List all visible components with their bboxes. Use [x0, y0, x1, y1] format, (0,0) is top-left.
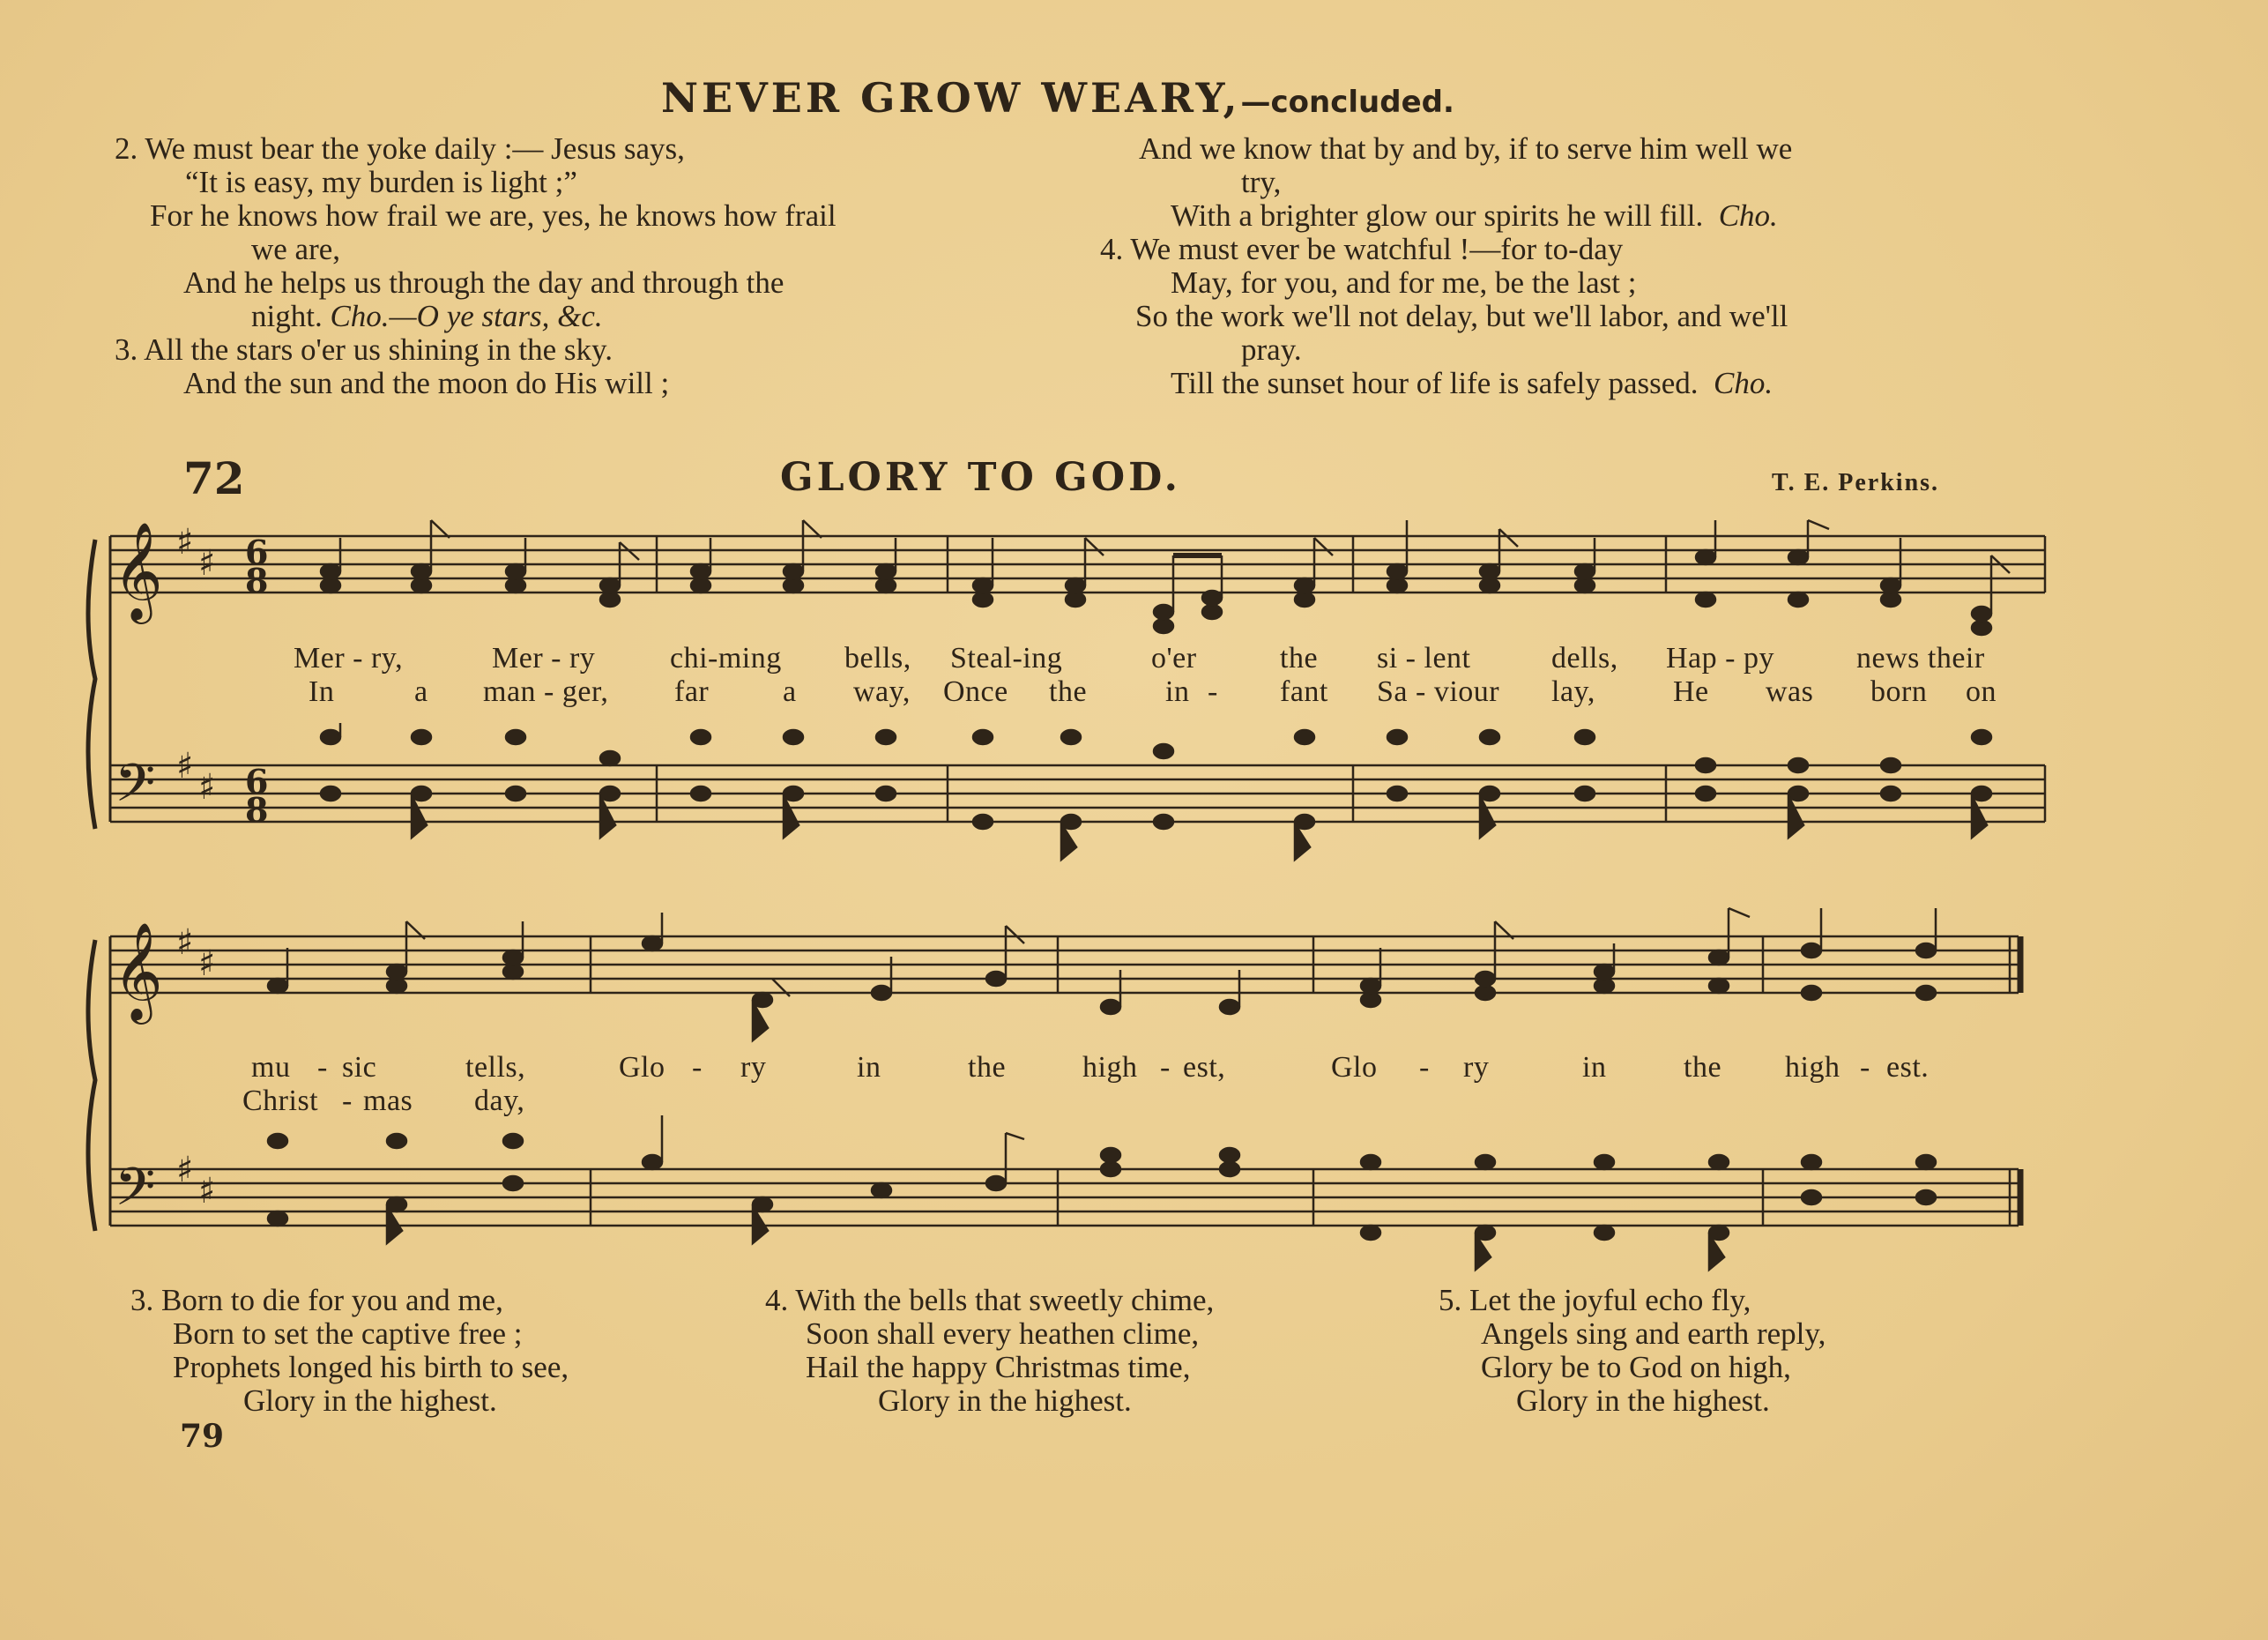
verse-line: Hail the happy Christmas time,: [806, 1350, 1191, 1384]
lyric-syllable: tells,: [465, 1051, 526, 1084]
lyric-syllable: In: [309, 675, 335, 708]
sharp-icon: ♯: [176, 1150, 194, 1190]
sharp-icon: ♯: [198, 543, 216, 584]
lyric-syllable: -: [692, 1051, 703, 1084]
verse-line: Soon shall every heathen clime,: [806, 1316, 1200, 1351]
lyric-syllable: dells,: [1551, 642, 1618, 675]
lyric-syllable: born: [1870, 675, 1928, 708]
song-title: NEVER GROW WEARY,: [661, 74, 1241, 122]
sharp-icon: ♯: [176, 746, 194, 786]
lyric-syllable: far: [674, 675, 710, 708]
lyric-syllable: Hap - py: [1666, 642, 1774, 675]
lyric-syllable: in: [1165, 675, 1190, 708]
time-signature-top: 6: [245, 762, 269, 801]
lyric-syllable: in: [857, 1051, 881, 1084]
poem-line: May, for you, and for me, be the last ;: [1171, 265, 1637, 300]
verse-line: Prophets longed his birth to see,: [173, 1350, 569, 1384]
lyric-syllable: -: [1160, 1051, 1171, 1084]
lyric-syllable: -: [1208, 675, 1218, 708]
bass-staff-system-1: [110, 765, 2045, 822]
poem-line: “It is easy, my burden is light ;”: [185, 165, 577, 199]
lyric-syllable: -: [1860, 1051, 1870, 1084]
verse-line: Glory in the highest.: [878, 1383, 1132, 1418]
lyric-syllable: est,: [1183, 1051, 1226, 1084]
verse-line: Born to set the captive free ;: [173, 1316, 523, 1351]
poem-line: 4. We must ever be watchful !—for to-day: [1100, 232, 1624, 266]
notes: [268, 520, 2010, 1270]
poem-line: we are,: [251, 232, 341, 266]
lyric-syllable: chi-ming: [670, 642, 782, 675]
lyric-syllable: mu: [251, 1051, 291, 1084]
verse-line: Glory in the highest.: [243, 1383, 497, 1418]
lyric-syllable: Sa - viour: [1377, 675, 1500, 708]
poem-text: night.: [251, 299, 323, 333]
time-signature-bottom: 8: [245, 561, 269, 600]
sharp-icon: ♯: [176, 522, 194, 563]
hymn-title: GLORY TO GOD.: [780, 455, 1181, 500]
lyric-syllable: was: [1766, 675, 1814, 708]
time-signature-bottom: 8: [245, 790, 269, 830]
composer-credit: T. E. Perkins.: [1772, 469, 1940, 496]
poem-text: With a brighter glow our spirits he will fill.: [1171, 198, 1704, 233]
lyric-syllable: Glo: [619, 1051, 666, 1084]
sharp-icon: ♯: [198, 767, 216, 808]
lyric-syllable: in: [1582, 1051, 1607, 1084]
lyric-syllable: news their: [1856, 642, 1985, 675]
lyric-syllable: way,: [853, 675, 911, 708]
sharp-icon: ♯: [198, 943, 216, 984]
poem-line: pray.: [1241, 332, 1302, 367]
chorus-reference: Cho.: [1718, 198, 1778, 233]
lyric-syllable: the: [1280, 642, 1319, 675]
sharp-icon: ♯: [198, 1171, 216, 1211]
lyric-syllable: ry: [1463, 1051, 1490, 1084]
lyric-syllable: a: [783, 675, 797, 708]
verse-line: Angels sing and earth reply,: [1481, 1316, 1826, 1351]
lyric-syllable: -: [317, 1051, 328, 1084]
verse-line: 4. With the bells that sweetly chime,: [765, 1283, 1215, 1317]
poem-text: Till the sunset hour of life is safely passed.: [1171, 366, 1699, 400]
lyric-syllable: -: [342, 1085, 353, 1117]
hymn-number: 72: [183, 452, 245, 504]
lyric-syllable: Mer - ry: [492, 642, 596, 675]
lyric-syllable: -: [1419, 1051, 1430, 1084]
lyric-syllable: day,: [474, 1085, 525, 1117]
lyric-syllable: ry: [740, 1051, 767, 1084]
verse-line: Glory be to God on high,: [1481, 1350, 1791, 1384]
lyric-syllable: Glo: [1331, 1051, 1378, 1084]
lyric-syllable: mas: [363, 1085, 413, 1117]
poem-line: And we know that by and by, if to serve him well we: [1139, 131, 1793, 166]
treble-clef-icon: 𝄞: [113, 521, 163, 620]
verse-line: Glory in the highest.: [1516, 1383, 1770, 1418]
sharp-icon: ♯: [176, 922, 194, 963]
poem-line: For he knows how frail we are, yes, he knows how frail: [150, 198, 837, 233]
poem-line: 3. All the stars o'er us shining in the sky.: [115, 332, 613, 367]
song-subtitle: —concluded.: [1240, 85, 1454, 120]
lyric-syllable: lay,: [1551, 675, 1595, 708]
poem-line: And he helps us through the day and through the: [183, 265, 785, 300]
lyric-syllable: a: [414, 675, 428, 708]
lyric-syllable: the: [968, 1051, 1007, 1084]
lyric-syllable: est.: [1886, 1051, 1930, 1084]
lyric-syllable: Mer - ry,: [294, 642, 404, 675]
lyric-syllable: Christ: [242, 1085, 319, 1117]
bass-clef-icon: 𝄢: [115, 1156, 156, 1230]
lyric-syllable: the: [1049, 675, 1088, 708]
lyric-syllable: sic: [342, 1051, 377, 1084]
lyric-syllable: the: [1684, 1051, 1722, 1084]
lyric-syllable: bells,: [844, 642, 911, 675]
verse-line: 5. Let the joyful echo fly,: [1439, 1283, 1751, 1317]
poem-line: And the sun and the moon do His will ;: [183, 366, 670, 400]
lyric-syllable: high: [1082, 1051, 1138, 1084]
bass-clef-icon: 𝄢: [115, 752, 156, 826]
lyric-syllable: high: [1785, 1051, 1840, 1084]
chorus-reference: Cho.: [1714, 366, 1774, 400]
lyric-syllable: He: [1673, 675, 1709, 708]
page-number: 79: [180, 1418, 225, 1455]
time-signature-top: 6: [245, 533, 269, 572]
lyric-syllable: on: [1966, 675, 1997, 708]
chorus-reference: Cho.—O ye stars, &c.: [330, 299, 603, 333]
lyric-syllable: o'er: [1151, 642, 1197, 675]
treble-clef-icon: 𝄞: [113, 921, 163, 1020]
verse-line: 3. Born to die for you and me,: [130, 1283, 503, 1317]
lyric-syllable: fant: [1280, 675, 1328, 708]
poem-line: 2. We must bear the yoke daily :— Jesus says,: [115, 131, 685, 166]
poem-line: So the work we'll not delay, but we'll labor, and we'll: [1135, 299, 1788, 333]
lyric-syllable: man - ger,: [483, 675, 609, 708]
lyric-syllable: si - lent: [1377, 642, 1471, 675]
poem-line: try,: [1241, 165, 1282, 199]
lyric-syllable: Once: [943, 675, 1008, 708]
lyric-syllable: Steal-ing: [950, 642, 1063, 675]
